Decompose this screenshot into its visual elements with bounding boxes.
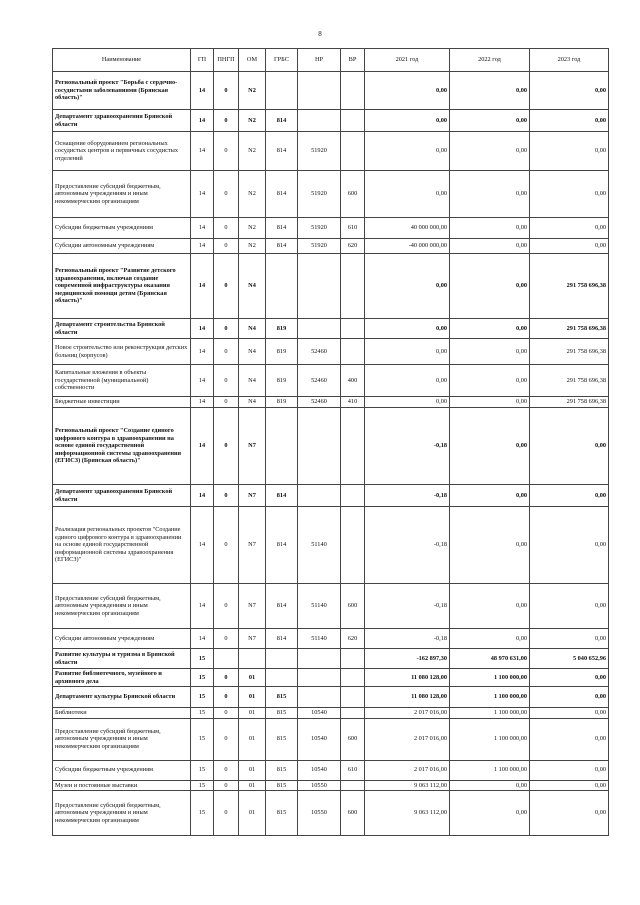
cell-gp: 14 [191,485,214,507]
cell-name: Департамент строительства Брянской области [53,319,191,339]
cell-gp: 14 [191,319,214,339]
cell-amount-2022: 0,00 [450,584,530,629]
cell-amount-2023: 0,00 [530,669,609,687]
cell-pngp: 0 [214,171,239,218]
cell-pngp: 0 [214,629,239,649]
cell-grbs: 814 [266,485,298,507]
table-row [53,669,609,687]
cell-pngp: 0 [214,339,239,365]
cell-om: N2 [239,110,266,132]
cell-gp: 15 [191,669,214,687]
table-row [53,218,609,239]
cell-amount-2021: 11 080 128,00 [365,669,450,687]
table-row [53,72,609,110]
cell-pngp: 0 [214,718,239,760]
cell-name: Предоставление субсидий бюджетным, автономным учреждениям и иным некоммерческим организациям [53,791,191,836]
cell-nr [298,319,341,339]
cell-nr [298,72,341,110]
cell-amount-2021: 0,00 [365,171,450,218]
cell-nr [298,669,341,687]
cell-grbs: 814 [266,507,298,584]
cell-grbs: 814 [266,132,298,171]
cell-nr [298,408,341,485]
table-header-row [53,49,609,72]
cell-amount-2022: 48 970 631,00 [450,649,530,669]
cell-amount-2022: 0,00 [450,365,530,397]
cell-amount-2022: 0,00 [450,408,530,485]
cell-name: Субсидии бюджетным учреждениям [53,760,191,780]
cell-grbs: 819 [266,365,298,397]
cell-gp: 14 [191,507,214,584]
cell-vr [341,132,365,171]
cell-amount-2023: 0,00 [530,110,609,132]
cell-grbs: 819 [266,319,298,339]
cell-grbs: 815 [266,687,298,708]
cell-gp: 15 [191,687,214,708]
cell-pngp: 0 [214,239,239,254]
cell-amount-2021: 9 063 112,00 [365,791,450,836]
cell-nr: 51140 [298,629,341,649]
cell-pngp [214,649,239,669]
cell-amount-2023: 0,00 [530,780,609,791]
cell-grbs: 814 [266,584,298,629]
cell-gp: 14 [191,239,214,254]
cell-vr [341,669,365,687]
header-gp: ГП [191,49,214,72]
cell-amount-2021: 2 017 016,00 [365,760,450,780]
cell-nr [298,254,341,319]
cell-om: 01 [239,708,266,719]
cell-gp: 14 [191,629,214,649]
cell-grbs: 815 [266,791,298,836]
cell-nr: 51140 [298,507,341,584]
cell-grbs: 815 [266,708,298,719]
cell-grbs: 819 [266,339,298,365]
cell-name: Музеи и постоянные выставки [53,780,191,791]
cell-amount-2022: 0,00 [450,110,530,132]
cell-vr [341,708,365,719]
cell-amount-2021: -40 000 000,00 [365,239,450,254]
cell-pngp: 0 [214,408,239,485]
cell-pngp: 0 [214,397,239,408]
cell-amount-2022: 0,00 [450,485,530,507]
cell-name: Развитие культуры и туризма в Брянской области [53,649,191,669]
cell-gp: 14 [191,132,214,171]
cell-amount-2023: 291 758 696,38 [530,339,609,365]
cell-om: N2 [239,218,266,239]
cell-name: Субсидии автономным учреждениям [53,629,191,649]
cell-gp: 14 [191,584,214,629]
cell-nr: 52460 [298,339,341,365]
table-row [53,780,609,791]
cell-amount-2023: 0,00 [530,132,609,171]
cell-pngp: 0 [214,254,239,319]
cell-vr [341,319,365,339]
cell-pngp: 0 [214,319,239,339]
table-row [53,110,609,132]
cell-name: Оснащение оборудованием региональных сосудистых центров и первичных сосудистых отделений [53,132,191,171]
header-2021: 2021 год [365,49,450,72]
cell-pngp: 0 [214,72,239,110]
table-row [53,254,609,319]
cell-amount-2021: 0,00 [365,254,450,319]
cell-amount-2022: 0,00 [450,507,530,584]
cell-amount-2021: -162 897,30 [365,649,450,669]
cell-vr [341,339,365,365]
cell-vr [341,72,365,110]
cell-om: N2 [239,72,266,110]
cell-nr: 52460 [298,397,341,408]
cell-amount-2022: 0,00 [450,319,530,339]
cell-amount-2021: 0,00 [365,110,450,132]
cell-gp: 14 [191,408,214,485]
cell-amount-2022: 0,00 [450,780,530,791]
cell-nr: 10540 [298,718,341,760]
cell-amount-2023: 0,00 [530,218,609,239]
header-name: Наименование [53,49,191,72]
cell-amount-2023: 0,00 [530,485,609,507]
cell-name: Бюджетные инвестиции [53,397,191,408]
cell-pngp: 0 [214,584,239,629]
cell-om: N7 [239,507,266,584]
cell-gp: 15 [191,718,214,760]
cell-amount-2021: 40 000 000,00 [365,218,450,239]
cell-vr: 600 [341,171,365,218]
cell-amount-2023: 0,00 [530,760,609,780]
cell-om: 01 [239,760,266,780]
cell-amount-2021: -0,18 [365,629,450,649]
cell-gp: 15 [191,780,214,791]
cell-om: 01 [239,780,266,791]
cell-amount-2022: 0,00 [450,791,530,836]
table-row [53,132,609,171]
cell-amount-2023: 0,00 [530,584,609,629]
table-row [53,718,609,760]
cell-amount-2023: 291 758 696,38 [530,397,609,408]
cell-nr: 51920 [298,132,341,171]
header-grbs: ГРБС [266,49,298,72]
cell-amount-2022: 1 100 000,00 [450,687,530,708]
cell-om: N7 [239,584,266,629]
cell-pngp: 0 [214,669,239,687]
cell-amount-2021: -0,18 [365,507,450,584]
table-row [53,339,609,365]
table-row [53,629,609,649]
cell-om: N4 [239,254,266,319]
cell-gp: 14 [191,339,214,365]
cell-name: Региональный проект "Борьба с сердечно-сосудистыми заболеваниями (Брянская область)" [53,72,191,110]
cell-grbs: 814 [266,239,298,254]
cell-pngp: 0 [214,708,239,719]
cell-amount-2022: 1 100 000,00 [450,718,530,760]
cell-name: Предоставление субсидий бюджетным, автономным учреждениям и иным некоммерческим организациям [53,584,191,629]
cell-grbs: 814 [266,218,298,239]
cell-gp: 14 [191,365,214,397]
table-row [53,760,609,780]
table-row [53,171,609,218]
cell-name: Предоставление субсидий бюджетным, автономным учреждениям и иным некоммерческим организациям [53,171,191,218]
cell-vr: 620 [341,629,365,649]
cell-amount-2022: 0,00 [450,239,530,254]
cell-amount-2021: 11 080 128,00 [365,687,450,708]
cell-nr: 10550 [298,791,341,836]
cell-amount-2021: 0,00 [365,365,450,397]
cell-om: N7 [239,408,266,485]
cell-vr [341,780,365,791]
cell-vr [341,408,365,485]
cell-vr [341,507,365,584]
cell-amount-2021: 2 017 016,00 [365,708,450,719]
cell-amount-2022: 0,00 [450,339,530,365]
cell-amount-2023: 0,00 [530,708,609,719]
budget-table [52,48,609,836]
cell-pngp: 0 [214,485,239,507]
cell-amount-2023: 0,00 [530,791,609,836]
cell-amount-2022: 1 100 000,00 [450,708,530,719]
cell-vr [341,485,365,507]
cell-amount-2023: 0,00 [530,718,609,760]
cell-name: Реализация региональных проектов "Создание единого цифрового контура в здравоохранении на основе единой государственной информационной системы здравоохранения (ЕГИСЗ)" [53,507,191,584]
cell-vr: 600 [341,718,365,760]
cell-gp: 14 [191,218,214,239]
cell-gp: 14 [191,72,214,110]
cell-name: Субсидии автономным учреждениям [53,239,191,254]
cell-nr [298,110,341,132]
cell-grbs [266,669,298,687]
cell-pngp: 0 [214,791,239,836]
cell-amount-2021: 0,00 [365,397,450,408]
cell-grbs [266,408,298,485]
cell-om: N2 [239,239,266,254]
cell-nr: 52460 [298,365,341,397]
cell-vr [341,254,365,319]
cell-vr: 610 [341,218,365,239]
cell-nr: 51920 [298,218,341,239]
cell-name: Региональный проект "Создание единого цифрового контура в здравоохранении на основе единой государственной информационной системы здравоохранения (ЕГИСЗ) (Брянская область)" [53,408,191,485]
cell-pngp: 0 [214,780,239,791]
cell-amount-2022: 0,00 [450,132,530,171]
cell-amount-2022: 0,00 [450,397,530,408]
cell-nr [298,649,341,669]
cell-vr: 600 [341,584,365,629]
cell-amount-2021: 0,00 [365,72,450,110]
cell-grbs [266,72,298,110]
cell-om: 01 [239,791,266,836]
cell-amount-2021: 2 017 016,00 [365,718,450,760]
page-number: 8 [318,30,322,38]
cell-vr: 600 [341,791,365,836]
cell-grbs: 814 [266,171,298,218]
table-row [53,649,609,669]
cell-om: 01 [239,669,266,687]
cell-name: Департамент культуры Брянской области [53,687,191,708]
cell-om: N2 [239,132,266,171]
cell-gp: 15 [191,708,214,719]
cell-amount-2023: 0,00 [530,239,609,254]
cell-name: Региональный проект "Развитие детского здравоохранения, включая создание современной инфраструктуры оказания медицинской помощи детям (Брянская область)" [53,254,191,319]
table-row [53,319,609,339]
table-row [53,708,609,719]
cell-amount-2023: 0,00 [530,408,609,485]
cell-amount-2022: 0,00 [450,254,530,319]
cell-nr: 51920 [298,239,341,254]
cell-name: Предоставление субсидий бюджетным, автономным учреждениям и иным некоммерческим организациям [53,718,191,760]
cell-grbs: 814 [266,629,298,649]
cell-om: 01 [239,718,266,760]
cell-grbs [266,254,298,319]
cell-pngp: 0 [214,760,239,780]
cell-amount-2021: -0,18 [365,408,450,485]
cell-name: Департамент здравоохранения Брянской области [53,110,191,132]
header-vr: ВР [341,49,365,72]
cell-amount-2022: 1 100 000,00 [450,669,530,687]
header-pngp: ПНГП [214,49,239,72]
cell-nr: 10540 [298,760,341,780]
cell-gp: 14 [191,397,214,408]
cell-gp: 15 [191,649,214,669]
cell-om: N4 [239,339,266,365]
cell-om: N7 [239,485,266,507]
cell-amount-2021: 0,00 [365,319,450,339]
table-row [53,397,609,408]
cell-om: N2 [239,171,266,218]
table-row [53,239,609,254]
cell-amount-2021: -0,18 [365,485,450,507]
cell-pngp: 0 [214,218,239,239]
cell-om: N4 [239,397,266,408]
cell-amount-2022: 1 100 000,00 [450,760,530,780]
cell-name: Развитие библиотечного, музейного и архивного дела [53,669,191,687]
cell-vr: 400 [341,365,365,397]
cell-amount-2023: 291 758 696,38 [530,365,609,397]
cell-grbs [266,649,298,669]
cell-pngp: 0 [214,687,239,708]
cell-amount-2023: 0,00 [530,507,609,584]
cell-amount-2023: 291 758 696,38 [530,319,609,339]
cell-nr: 10540 [298,708,341,719]
cell-name: Библиотеки [53,708,191,719]
cell-pngp: 0 [214,507,239,584]
table-row [53,485,609,507]
cell-amount-2022: 0,00 [450,72,530,110]
cell-grbs: 819 [266,397,298,408]
cell-name: Департамент здравоохранения Брянской области [53,485,191,507]
cell-vr [341,687,365,708]
cell-amount-2023: 0,00 [530,171,609,218]
cell-om [239,649,266,669]
cell-amount-2021: 0,00 [365,132,450,171]
cell-grbs: 815 [266,760,298,780]
cell-name: Субсидии бюджетным учреждениям [53,218,191,239]
cell-name: Новое строительство или реконструкция детских больниц (корпусов) [53,339,191,365]
table-row [53,791,609,836]
cell-vr [341,649,365,669]
table-row [53,365,609,397]
header-om: ОМ [239,49,266,72]
cell-amount-2022: 0,00 [450,629,530,649]
table-row [53,687,609,708]
cell-vr: 610 [341,760,365,780]
header-nr: НР [298,49,341,72]
cell-om: N4 [239,365,266,397]
cell-vr [341,110,365,132]
cell-nr [298,485,341,507]
cell-nr: 51920 [298,171,341,218]
cell-om: N7 [239,629,266,649]
cell-amount-2022: 0,00 [450,218,530,239]
cell-vr: 620 [341,239,365,254]
table-row [53,584,609,629]
cell-gp: 15 [191,791,214,836]
cell-gp: 14 [191,254,214,319]
cell-vr: 410 [341,397,365,408]
cell-amount-2023: 291 758 696,38 [530,254,609,319]
cell-grbs: 814 [266,110,298,132]
cell-pngp: 0 [214,110,239,132]
cell-amount-2023: 5 040 652,96 [530,649,609,669]
cell-grbs: 815 [266,718,298,760]
cell-amount-2021: -0,18 [365,584,450,629]
cell-name: Капитальные вложения в объекты государственной (муниципальной) собственности [53,365,191,397]
cell-amount-2023: 0,00 [530,687,609,708]
cell-amount-2021: 0,00 [365,339,450,365]
cell-om: 01 [239,687,266,708]
cell-amount-2023: 0,00 [530,629,609,649]
cell-nr: 10550 [298,780,341,791]
cell-gp: 14 [191,171,214,218]
cell-nr [298,687,341,708]
table-row [53,408,609,485]
cell-amount-2023: 0,00 [530,72,609,110]
cell-om: N4 [239,319,266,339]
cell-grbs: 815 [266,780,298,791]
cell-amount-2021: 9 063 112,00 [365,780,450,791]
cell-gp: 14 [191,110,214,132]
header-2022: 2022 год [450,49,530,72]
header-2023: 2023 год [530,49,609,72]
cell-nr: 51140 [298,584,341,629]
cell-amount-2022: 0,00 [450,171,530,218]
cell-pngp: 0 [214,132,239,171]
cell-gp: 15 [191,760,214,780]
cell-pngp: 0 [214,365,239,397]
table-row [53,507,609,584]
